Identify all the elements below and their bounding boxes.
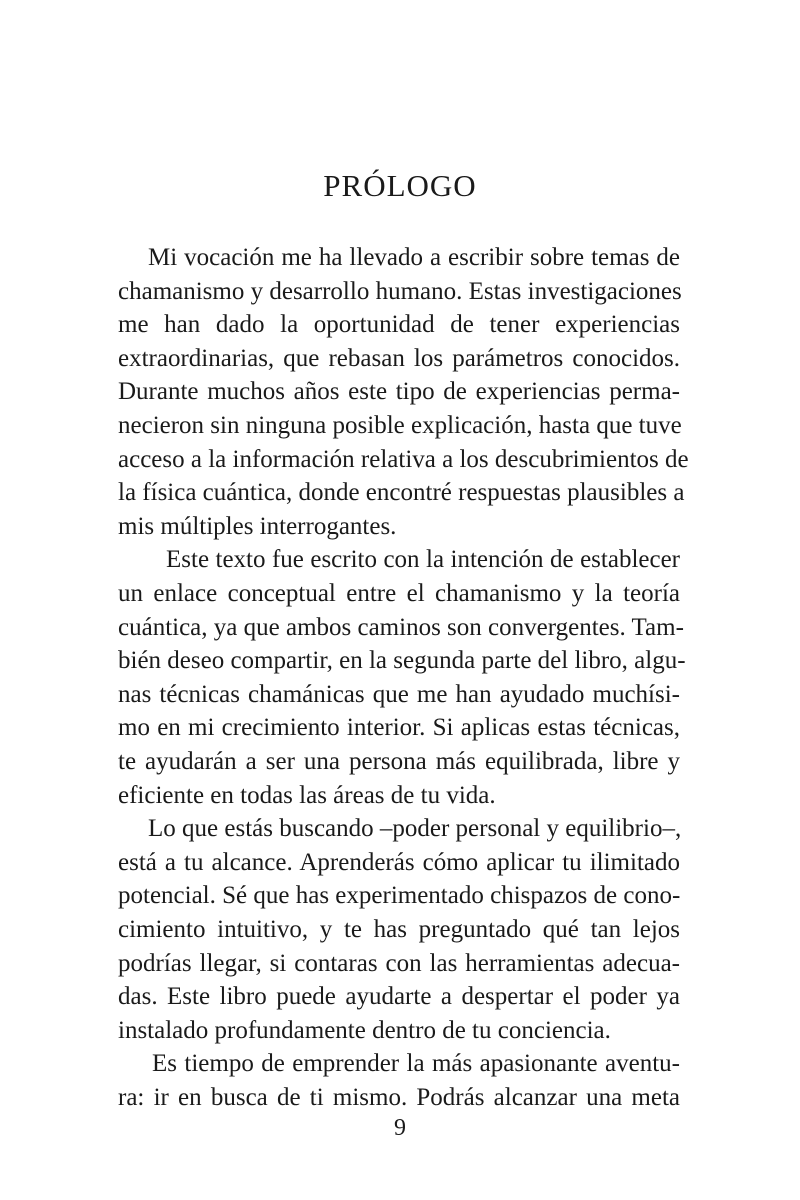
text-line: ra: ir en busca de ti mismo. Podrás alcanzar una meta bbox=[118, 1084, 680, 1111]
text-line: potencial. Sé que has experimentado chispazos de cono- bbox=[118, 882, 681, 909]
text-line: Lo que estás buscando –poder personal y equilibrio–, bbox=[148, 815, 682, 842]
text-line: mo en mi crecimiento interior. Si aplicas estas técnicas, bbox=[118, 714, 680, 741]
text-line: instalado profundamente dentro de tu conciencia. bbox=[118, 1017, 611, 1044]
text-line: das. Este libro puede ayudarte a despertar el poder ya bbox=[118, 983, 680, 1010]
text-line: Este texto fue escrito con la intención de establecer bbox=[166, 546, 680, 573]
text-line: acceso a la información relativa a los descubrimientos de bbox=[118, 446, 689, 473]
text-line: necieron sin ninguna posible explicación, hasta que tuve bbox=[118, 412, 682, 439]
text-line: mis múltiples interrogantes. bbox=[118, 513, 397, 540]
text-line: chamanismo y desarrollo humano. Estas investigaciones bbox=[118, 278, 682, 305]
text-line: me han dado la oportunidad de tener experiencias bbox=[118, 311, 680, 338]
text-line: Mi vocación me ha llevado a escribir sobre temas de bbox=[148, 244, 680, 271]
text-line: bién deseo compartir, en la segunda parte del libro, algu- bbox=[118, 647, 686, 674]
page-number: 9 bbox=[394, 1115, 406, 1141]
text-line: Es tiempo de emprender la más apasionante aventu- bbox=[152, 1050, 680, 1077]
text-line: te ayudarán a ser una persona más equilibrada, libre y bbox=[118, 748, 680, 775]
text-line: está a tu alcance. Aprenderás cómo aplicar tu ilimitado bbox=[118, 849, 680, 876]
text-line: cimiento intuitivo, y te has preguntado qué tan lejos bbox=[118, 916, 680, 943]
text-line: la física cuántica, donde encontré respuestas plausibles a bbox=[118, 479, 685, 506]
text-line: eficiente en todas las áreas de tu vida. bbox=[118, 782, 496, 809]
text-line: podrías llegar, si contaras con las herramientas adecua- bbox=[118, 950, 680, 977]
chapter-title: PRÓLOGO bbox=[323, 168, 477, 203]
text-line: extraordinarias, que rebasan los parámetros conocidos. bbox=[118, 345, 680, 372]
text-line: Durante muchos años este tipo de experiencias perma- bbox=[118, 378, 680, 405]
text-line: cuántica, ya que ambos caminos son convergentes. Tam- bbox=[118, 614, 684, 641]
text-line: nas técnicas chamánicas que me han ayudado muchísi- bbox=[118, 681, 680, 708]
text-line: un enlace conceptual entre el chamanismo y la teoría bbox=[118, 580, 680, 607]
